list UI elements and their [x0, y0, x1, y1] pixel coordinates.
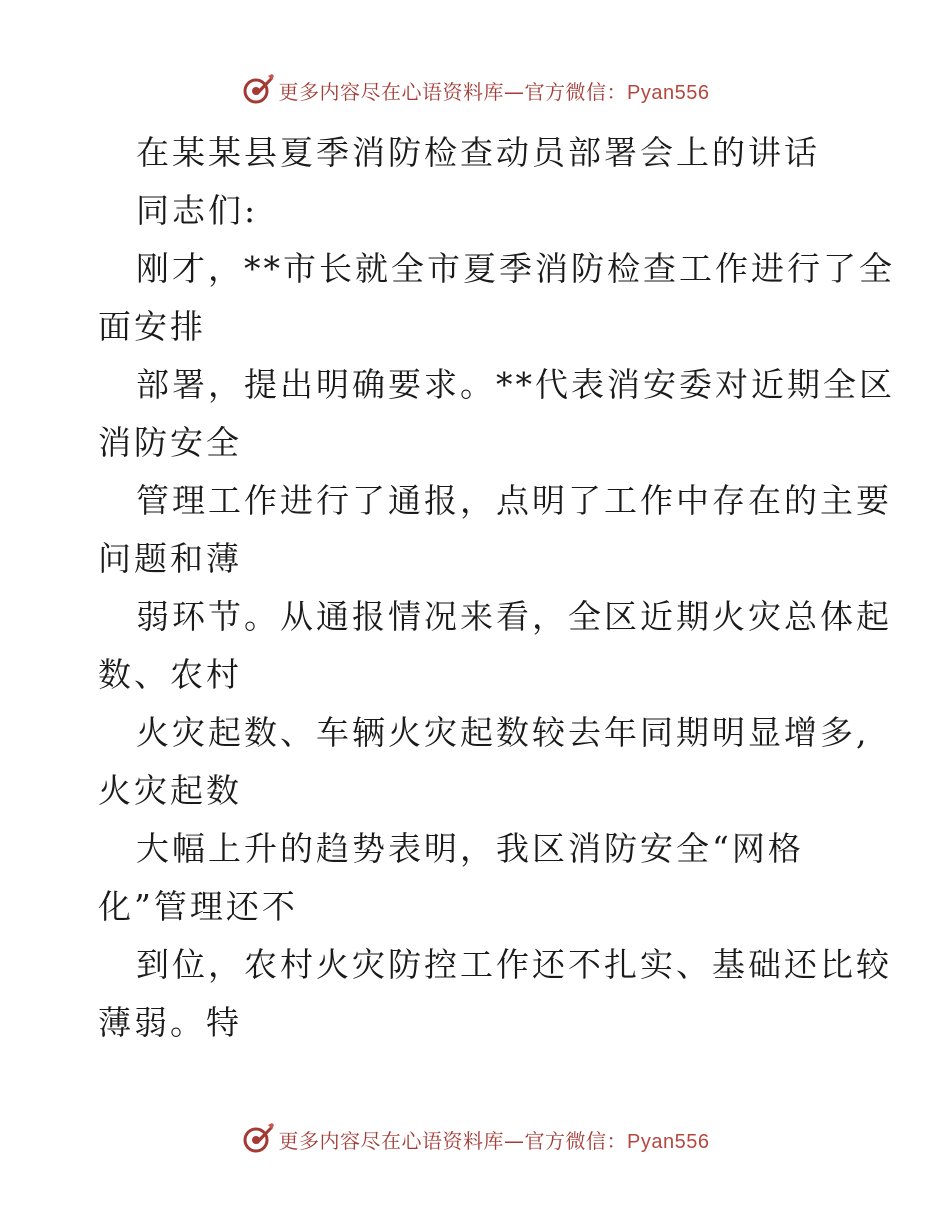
text-line: 到位，农村火灾防控工作还不扎实、基础还比较	[136, 945, 892, 984]
text-line: 问题和薄	[98, 539, 242, 578]
watermark-account: Pyan556	[627, 81, 710, 104]
footer-watermark	[0, 1119, 950, 1159]
watermark-separator: —	[504, 1128, 525, 1153]
text-line: 化”管理还不	[98, 887, 298, 926]
watermark-text	[279, 76, 710, 105]
pen-circle-icon	[241, 73, 275, 107]
text-line: 在某某县夏季消防检查动员部署会上的讲话	[136, 133, 820, 172]
text-line: 同志们:	[136, 191, 259, 230]
watermark-wechat-label: 官方微信：	[524, 79, 628, 104]
text-line: 薄弱。特	[98, 1003, 242, 1042]
text-line: 消防安全	[98, 423, 242, 462]
watermark-wechat-label: 官方微信：	[524, 1128, 628, 1153]
text-line: 部署，提出明确要求。**代表消安委对近期全区	[136, 365, 895, 404]
header-watermark	[0, 70, 950, 110]
pen-circle-icon	[241, 1122, 275, 1156]
text-line: 弱环节。从通报情况来看，全区近期火灾总体起	[136, 597, 892, 636]
watermark-site-name: 更多内容尽在心语资料库	[278, 79, 505, 104]
text-line: 火灾起数、车辆火灾起数较去年同期明显增多,	[136, 713, 870, 752]
watermark-separator: —	[504, 79, 525, 104]
document-body	[98, 124, 895, 1052]
watermark-account: Pyan556	[627, 1130, 710, 1153]
text-line: 面安排	[98, 307, 206, 346]
text-line: 数、农村	[98, 655, 242, 694]
text-line: 火灾起数	[98, 771, 242, 810]
text-line: 管理工作进行了通报，点明了工作中存在的主要	[136, 481, 892, 520]
text-line: 大幅上升的趋势表明，我区消防安全“网格	[136, 829, 804, 868]
text-line: 刚才，**市长就全市夏季消防检查工作进行了全	[136, 249, 895, 288]
watermark-site-name: 更多内容尽在心语资料库	[278, 1128, 505, 1153]
watermark-text	[279, 1125, 710, 1154]
